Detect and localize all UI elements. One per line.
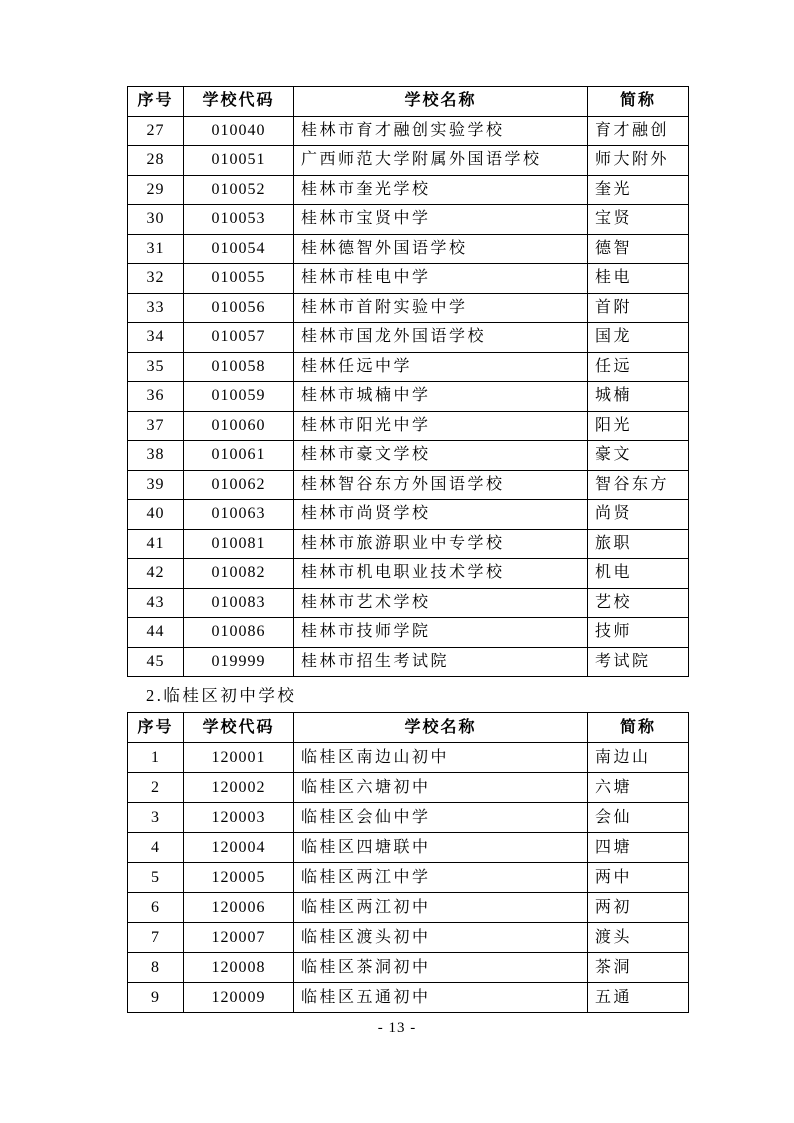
table-row (128, 382, 689, 412)
col-header-code: 学校代码 (184, 87, 294, 117)
cell-seq: 8 (128, 953, 184, 983)
col-header-abbr: 简称 (588, 713, 689, 743)
table-row (128, 234, 689, 264)
table-row (128, 983, 689, 1013)
cell-code: 010081 (184, 529, 294, 559)
cell-code: 120005 (184, 863, 294, 893)
col-header-name: 学校名称 (294, 713, 588, 743)
table-row (128, 773, 689, 803)
cell-code: 010082 (184, 559, 294, 589)
cell-seq: 2 (128, 773, 184, 803)
cell-abbr: 桂电 (588, 264, 689, 294)
cell-abbr: 四塘 (588, 833, 689, 863)
cell-seq: 27 (128, 116, 184, 146)
cell-seq: 30 (128, 205, 184, 235)
cell-code: 010051 (184, 146, 294, 176)
cell-abbr: 机电 (588, 559, 689, 589)
cell-name: 桂林市育才融创实验学校 (294, 116, 588, 146)
col-header-abbr: 简称 (588, 87, 689, 117)
cell-name: 临桂区渡头初中 (294, 923, 588, 953)
table-row (128, 923, 689, 953)
cell-code: 010063 (184, 500, 294, 530)
cell-seq: 5 (128, 863, 184, 893)
cell-seq: 31 (128, 234, 184, 264)
table-row (128, 833, 689, 863)
table-row (128, 411, 689, 441)
col-header-code: 学校代码 (184, 713, 294, 743)
cell-name: 桂林市技师学院 (294, 618, 588, 648)
cell-seq: 34 (128, 323, 184, 353)
cell-seq: 38 (128, 441, 184, 471)
cell-code: 010060 (184, 411, 294, 441)
table-row (128, 893, 689, 923)
cell-code: 010059 (184, 382, 294, 412)
cell-name: 临桂区两江初中 (294, 893, 588, 923)
table-row (128, 175, 689, 205)
cell-name: 临桂区五通初中 (294, 983, 588, 1013)
guilin-city-school-codes-table (127, 86, 689, 677)
cell-abbr: 旅职 (588, 529, 689, 559)
cell-code: 010054 (184, 234, 294, 264)
col-header-seq: 序号 (128, 713, 184, 743)
table-row (128, 264, 689, 294)
table-row (128, 953, 689, 983)
cell-abbr: 会仙 (588, 803, 689, 833)
table-row (128, 863, 689, 893)
cell-code: 120001 (184, 743, 294, 773)
cell-abbr: 尚贤 (588, 500, 689, 530)
cell-seq: 28 (128, 146, 184, 176)
cell-code: 010058 (184, 352, 294, 382)
cell-abbr: 艺校 (588, 588, 689, 618)
cell-name: 桂林市招生考试院 (294, 647, 588, 677)
cell-name: 桂林德智外国语学校 (294, 234, 588, 264)
table-row (128, 647, 689, 677)
cell-name: 临桂区四塘联中 (294, 833, 588, 863)
cell-seq: 43 (128, 588, 184, 618)
cell-abbr: 师大附外 (588, 146, 689, 176)
table-row (128, 500, 689, 530)
cell-code: 120006 (184, 893, 294, 923)
table-row (128, 323, 689, 353)
cell-seq: 33 (128, 293, 184, 323)
table-row (128, 743, 689, 773)
cell-code: 120004 (184, 833, 294, 863)
cell-abbr: 技师 (588, 618, 689, 648)
cell-code: 120003 (184, 803, 294, 833)
cell-seq: 3 (128, 803, 184, 833)
cell-seq: 39 (128, 470, 184, 500)
cell-name: 桂林市首附实验中学 (294, 293, 588, 323)
cell-seq: 45 (128, 647, 184, 677)
cell-abbr: 茶洞 (588, 953, 689, 983)
cell-code: 120002 (184, 773, 294, 803)
cell-name: 广西师范大学附属外国语学校 (294, 146, 588, 176)
table-row (128, 146, 689, 176)
table-row (128, 529, 689, 559)
table-row (128, 441, 689, 471)
cell-name: 临桂区两江中学 (294, 863, 588, 893)
cell-name: 桂林市尚贤学校 (294, 500, 588, 530)
page-number: - 13 - (377, 1020, 417, 1036)
cell-code: 010052 (184, 175, 294, 205)
lingui-district-school-codes-table (127, 712, 689, 1013)
cell-name: 桂林市桂电中学 (294, 264, 588, 294)
cell-name: 桂林市宝贤中学 (294, 205, 588, 235)
table-row (128, 352, 689, 382)
cell-code: 010056 (184, 293, 294, 323)
table-row (128, 116, 689, 146)
cell-abbr: 育才融创 (588, 116, 689, 146)
table-row (128, 559, 689, 589)
cell-name: 桂林市豪文学校 (294, 441, 588, 471)
cell-code: 010040 (184, 116, 294, 146)
cell-abbr: 两中 (588, 863, 689, 893)
cell-name: 桂林市奎光学校 (294, 175, 588, 205)
table-row (128, 588, 689, 618)
cell-seq: 7 (128, 923, 184, 953)
cell-abbr: 南边山 (588, 743, 689, 773)
cell-name: 桂林任远中学 (294, 352, 588, 382)
cell-seq: 36 (128, 382, 184, 412)
cell-code: 010086 (184, 618, 294, 648)
table-header-row (128, 713, 689, 743)
cell-seq: 29 (128, 175, 184, 205)
cell-seq: 44 (128, 618, 184, 648)
cell-name: 临桂区会仙中学 (294, 803, 588, 833)
cell-name: 临桂区茶洞初中 (294, 953, 588, 983)
cell-abbr: 阳光 (588, 411, 689, 441)
cell-abbr: 智谷东方 (588, 470, 689, 500)
cell-abbr: 国龙 (588, 323, 689, 353)
cell-code: 120009 (184, 983, 294, 1013)
table-row (128, 803, 689, 833)
cell-abbr: 城楠 (588, 382, 689, 412)
cell-name: 桂林市机电职业技术学校 (294, 559, 588, 589)
cell-code: 120007 (184, 923, 294, 953)
cell-seq: 9 (128, 983, 184, 1013)
cell-seq: 4 (128, 833, 184, 863)
cell-name: 桂林市阳光中学 (294, 411, 588, 441)
cell-seq: 6 (128, 893, 184, 923)
cell-abbr: 豪文 (588, 441, 689, 471)
cell-name: 桂林市艺术学校 (294, 588, 588, 618)
cell-name: 桂林市城楠中学 (294, 382, 588, 412)
cell-abbr: 首附 (588, 293, 689, 323)
cell-abbr: 渡头 (588, 923, 689, 953)
cell-code: 010057 (184, 323, 294, 353)
cell-abbr: 考试院 (588, 647, 689, 677)
cell-seq: 1 (128, 743, 184, 773)
col-header-seq: 序号 (128, 87, 184, 117)
cell-name: 临桂区六塘初中 (294, 773, 588, 803)
cell-name: 桂林市国龙外国语学校 (294, 323, 588, 353)
cell-seq: 42 (128, 559, 184, 589)
table-row (128, 618, 689, 648)
cell-seq: 32 (128, 264, 184, 294)
section-heading-lingui-junior-high: 2.临桂区初中学校 (146, 686, 297, 705)
table-header-row (128, 87, 689, 117)
cell-code: 010083 (184, 588, 294, 618)
cell-seq: 35 (128, 352, 184, 382)
cell-abbr: 宝贤 (588, 205, 689, 235)
cell-name: 桂林智谷东方外国语学校 (294, 470, 588, 500)
table-row (128, 205, 689, 235)
cell-code: 010055 (184, 264, 294, 294)
cell-abbr: 奎光 (588, 175, 689, 205)
cell-abbr: 任远 (588, 352, 689, 382)
col-header-name: 学校名称 (294, 87, 588, 117)
cell-abbr: 德智 (588, 234, 689, 264)
cell-code: 010053 (184, 205, 294, 235)
cell-name: 临桂区南边山初中 (294, 743, 588, 773)
cell-code: 120008 (184, 953, 294, 983)
table-row (128, 293, 689, 323)
cell-name: 桂林市旅游职业中专学校 (294, 529, 588, 559)
cell-seq: 37 (128, 411, 184, 441)
cell-abbr: 两初 (588, 893, 689, 923)
cell-code: 010061 (184, 441, 294, 471)
cell-seq: 40 (128, 500, 184, 530)
cell-code: 019999 (184, 647, 294, 677)
cell-abbr: 五通 (588, 983, 689, 1013)
table-row (128, 470, 689, 500)
cell-code: 010062 (184, 470, 294, 500)
cell-abbr: 六塘 (588, 773, 689, 803)
cell-seq: 41 (128, 529, 184, 559)
